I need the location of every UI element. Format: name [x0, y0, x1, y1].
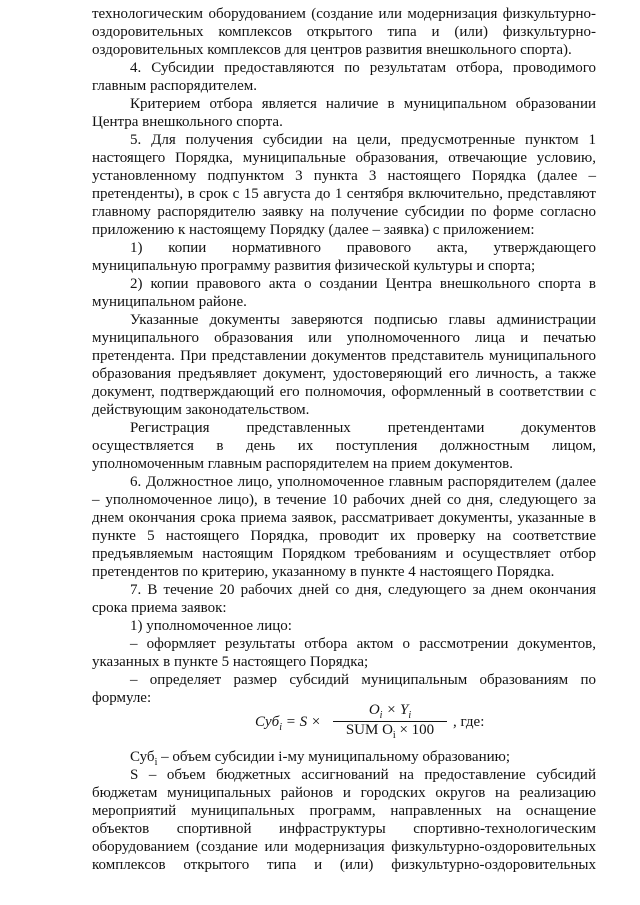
text-line: претендента. При представлении документов представитель муниципального [92, 348, 596, 364]
text-line: муниципальном районе. [92, 294, 247, 310]
text-line: главному распорядителю заявку на получение субсидии по форме согласно [92, 204, 596, 220]
subsidy-formula [255, 702, 585, 744]
text-line: оздоровительных комплексов для центров развития внешкольного спорта). [92, 42, 572, 58]
text-line: бюджетам муниципальных районов и городских округов на реализацию [92, 785, 596, 801]
text-line: оборудованием (создание или модернизация физкультурно-оздоровительных [92, 839, 596, 855]
definition-sub-i: Суб$_i$ – объем субсидии i-му муниципальному образованию; [130, 749, 511, 768]
text-line: – уполномоченное лицо), в течение 10 рабочих дней со дня, следующего за [92, 492, 596, 508]
text-line: претенденты), в срок с 15 августа до 1 сентября включительно, представляют [92, 186, 596, 202]
text-line: пункте 5 настоящего Порядка, проводит их проверку на соответствие [92, 528, 596, 544]
registration-paragraph: Регистрация представленных претендентами документов [130, 420, 596, 436]
formula-denominator: SUM $O_i \times 100$ [345, 722, 435, 741]
text-line: установленному подпунктом 3 пункта 3 настоящего Порядка (далее – [92, 168, 596, 184]
text-line: комплексов открытого типа и (или) физкультурно-оздоровительных [92, 857, 596, 873]
text-line: уполномоченным главным распорядителем на прием документов. [92, 456, 513, 472]
text-line: муниципальную программу развития физической культуры и спорта; [92, 258, 536, 274]
text-line: документ, подтверждающий его полномочия, оформленный в соответствии с [92, 384, 596, 400]
text-line: срока приема заявок: [92, 600, 227, 616]
text-line: настоящего Порядка, муниципальные образования, отвечающие условию, [92, 150, 596, 166]
text-line: главным распорядителем. [92, 78, 257, 94]
text-line: технологическим оборудованием (создание или модернизация физкультурно- [92, 6, 596, 22]
text-line: указанных в пункте 5 настоящего Порядка; [92, 654, 369, 670]
formula-numerator: $O_i \times Y_i$ [368, 702, 412, 721]
dash-item-1: – оформляет результаты отбора актом о рассмотрении документов, [130, 636, 596, 652]
text-line: действующим законодательством. [92, 402, 310, 418]
text-line: образования предъявляет документ, удостоверяющий его личность, а также [92, 366, 596, 382]
text-line: приложению к настоящему Порядку (далее – заявка) с приложением: [92, 222, 535, 238]
text-line: осуществляется в день их поступления должностным лицом, [92, 438, 596, 454]
formula-fraction [331, 702, 449, 741]
text-line: формуле: [92, 690, 152, 706]
dash-item-2: – определяет размер субсидий муниципальным образованиям по [130, 672, 596, 688]
criterion-paragraph: Критерием отбора является наличие в муниципальном образовании [130, 96, 596, 112]
subitem-1: 1) уполномоченное лицо: [130, 618, 292, 634]
text-line: объектов спортивной инфраструктуры спортивно-технологическим [92, 821, 596, 837]
definition-s: S – объем бюджетных ассигнований на предоставление субсидий [130, 767, 596, 783]
list-item-1: 1) копии нормативного правового акта, утверждающего [130, 240, 596, 256]
paragraph-5-start: 5. Для получения субсидии на цели, предусмотренные пунктом 1 [130, 132, 596, 148]
formula-lhs: Суб$_i$ = S × [255, 714, 321, 733]
paragraph-7-start: 7. В течение 20 рабочих дней со дня, следующего за днем окончания [130, 582, 596, 598]
text-line: претендентов по критерию, указанному в пункте 4 настоящего Порядка. [92, 564, 555, 580]
text-line: днем окончания срока приема заявок, рассматривает документы, указанные в [92, 510, 596, 526]
text-line: предъявляемым настоящим Порядком требованиям и осуществляет отбор [92, 546, 596, 562]
text-line: муниципального образования или уполномоченного лица и печатью [92, 330, 596, 346]
formula-tail: , где: [453, 714, 485, 730]
text-line: Центра внешкольного спорта. [92, 114, 283, 130]
list-item-2: 2) копии правового акта о создании Центра внешкольного спорта в [130, 276, 596, 292]
documents-paragraph: Указанные документы заверяются подписью главы администрации [130, 312, 596, 328]
text-line: оздоровительных комплексов открытого типа и (или) физкультурно- [92, 24, 596, 40]
paragraph-4-start: 4. Субсидии предоставляются по результатам отбора, проводимого [130, 60, 596, 76]
paragraph-6-start: 6. Должностное лицо, уполномоченное главным распорядителем (далее [130, 474, 596, 490]
text-line: мероприятий муниципальных программ, направленных на оснащение [92, 803, 596, 819]
